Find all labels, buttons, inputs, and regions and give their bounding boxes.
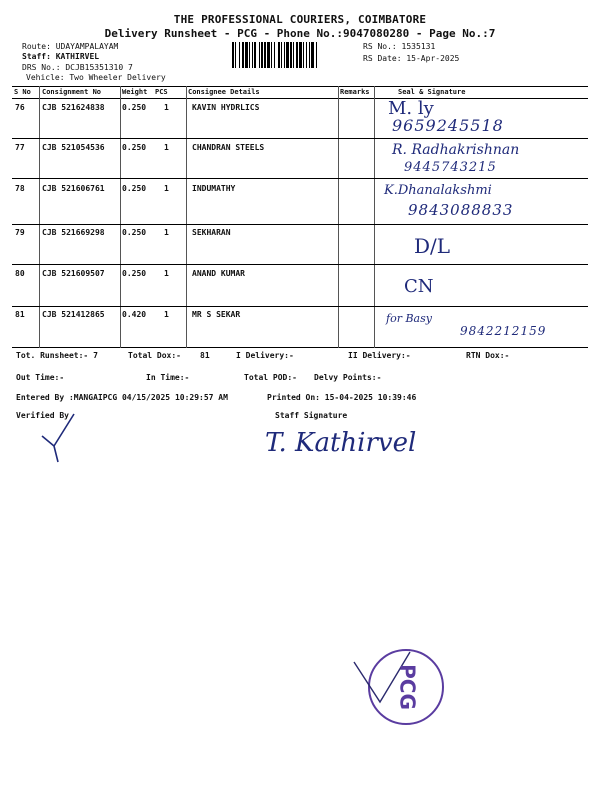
- row-pcs: 1: [164, 143, 169, 152]
- row-weight: 0.250: [122, 143, 147, 152]
- rs-date-line: [363, 54, 459, 63]
- route-value: UDAYAMPALAYAM: [55, 42, 119, 51]
- verified-tick-mark: [34, 410, 84, 465]
- row-consignee: INDUMATHY: [192, 184, 236, 193]
- rtn-dox: RTN Dox:-: [466, 351, 510, 360]
- printed-on: Printed On: 15-04-2025 10:39:46: [267, 393, 417, 402]
- rs-no-line: [363, 42, 435, 51]
- row-pcs: 1: [164, 228, 169, 237]
- row-consignment: CJB 521624838: [42, 103, 105, 112]
- row-weight: 0.250: [122, 103, 147, 112]
- rs-date-label: RS Date:: [363, 54, 402, 63]
- out-time: Out Time:-: [16, 373, 65, 382]
- signature-name: K.Dhanalakshmi: [384, 183, 492, 198]
- signature-phone: 9445743215: [404, 160, 497, 175]
- row-weight: 0.420: [122, 310, 147, 319]
- vehicle-value: Two Wheeler Delivery: [69, 73, 166, 82]
- tot-runsheet: Tot. Runsheet:- 7: [16, 351, 98, 360]
- row-consignment: CJB 521606761: [42, 184, 105, 193]
- signature-phone: 9843088833: [408, 201, 514, 219]
- total-dox-value: 81: [200, 351, 210, 360]
- row-sno: 79: [15, 228, 25, 237]
- stamp-text: PCG: [395, 664, 420, 710]
- header-seal-signature: Seal & Signature: [398, 88, 466, 96]
- staff-line: [22, 52, 99, 61]
- row-consignee: MR S SEKAR: [192, 310, 241, 319]
- rs-no-label: RS No.:: [363, 42, 397, 51]
- signature-name: D/L: [414, 234, 451, 258]
- row-sno: 78: [15, 184, 25, 193]
- staff-signature-label: Staff Signature: [275, 411, 348, 420]
- staff-value: KATHIRVEL: [55, 52, 100, 61]
- drs-value: DCJB15351310 7: [65, 63, 133, 72]
- delvy-points: Delvy Points:-: [314, 373, 382, 382]
- row-weight: 0.250: [122, 269, 147, 278]
- drs-line: [22, 63, 133, 72]
- row-pcs: 1: [164, 310, 169, 319]
- row-sno: 76: [15, 103, 25, 112]
- signature-name: for Basy: [386, 312, 432, 325]
- barcode-image: [232, 42, 354, 68]
- entered-by: Entered By :MANGAIPCG 04/15/2025 10:29:57 AM: [16, 393, 228, 402]
- row-consignee: ANAND KUMAR: [192, 269, 245, 278]
- ii-delivery: II Delivery:-: [348, 351, 411, 360]
- route-line: [22, 42, 118, 51]
- row-consignment: CJB 521054536: [42, 143, 105, 152]
- row-weight: 0.250: [122, 228, 147, 237]
- rs-date-value: 15-Apr-2025: [406, 54, 460, 63]
- verified-by: Verified By: [16, 411, 69, 420]
- route-label: Route:: [22, 42, 51, 51]
- row-consignee: SEKHARAN: [192, 228, 231, 237]
- signature-name: M. ly: [388, 98, 434, 119]
- total-pod: Total POD:-: [244, 373, 297, 382]
- signature-name: CN: [404, 276, 434, 297]
- row-consignee: CHANDRAN STEELS: [192, 143, 265, 152]
- row-consignment: CJB 521412865: [42, 310, 105, 319]
- rs-no-value: 1535131: [401, 42, 436, 51]
- staff-signature-handwritten: T. Kathirvel: [265, 428, 417, 458]
- company-title: THE PROFESSIONAL COURIERS, COIMBATORE: [173, 13, 427, 26]
- runsheet-table: [12, 86, 588, 348]
- header-pcs: PCS: [155, 88, 168, 96]
- row-consignment: CJB 521609507: [42, 269, 105, 278]
- signature-phone: 9842212159: [460, 324, 547, 338]
- row-sno: 77: [15, 143, 25, 152]
- header-consignee: Consignee Details: [188, 88, 260, 96]
- row-consignee: KAVIN HYDRLICS: [192, 103, 260, 112]
- row-sno: 80: [15, 269, 25, 278]
- row-pcs: 1: [164, 269, 169, 278]
- row-consignment: CJB 521669298: [42, 228, 105, 237]
- row-pcs: 1: [164, 184, 169, 193]
- row-weight: 0.250: [122, 184, 147, 193]
- header-remarks: Remarks: [340, 88, 370, 96]
- header-sno: S No: [14, 88, 31, 96]
- staff-label: Staff:: [22, 52, 51, 61]
- total-dox-label: Total Dox:-: [128, 351, 181, 360]
- signature-phone: 9659245518: [392, 116, 504, 135]
- vehicle-line: [26, 73, 166, 82]
- header-weight: Weight: [122, 88, 148, 96]
- drs-label: DRS No.:: [22, 63, 61, 72]
- vehicle-label: Vehicle:: [26, 73, 65, 82]
- signature-name: R. Radhakrishnan: [392, 142, 520, 158]
- header-consignment: Consignment No: [42, 88, 102, 96]
- row-sno: 81: [15, 310, 25, 319]
- runsheet-title: Delivery Runsheet - PCG - Phone No.:9047080280 - Page No.:7: [104, 27, 496, 40]
- i-delivery: I Delivery:-: [236, 351, 294, 360]
- row-pcs: 1: [164, 103, 169, 112]
- pcg-stamp: [350, 630, 460, 730]
- in-time: In Time:-: [146, 373, 190, 382]
